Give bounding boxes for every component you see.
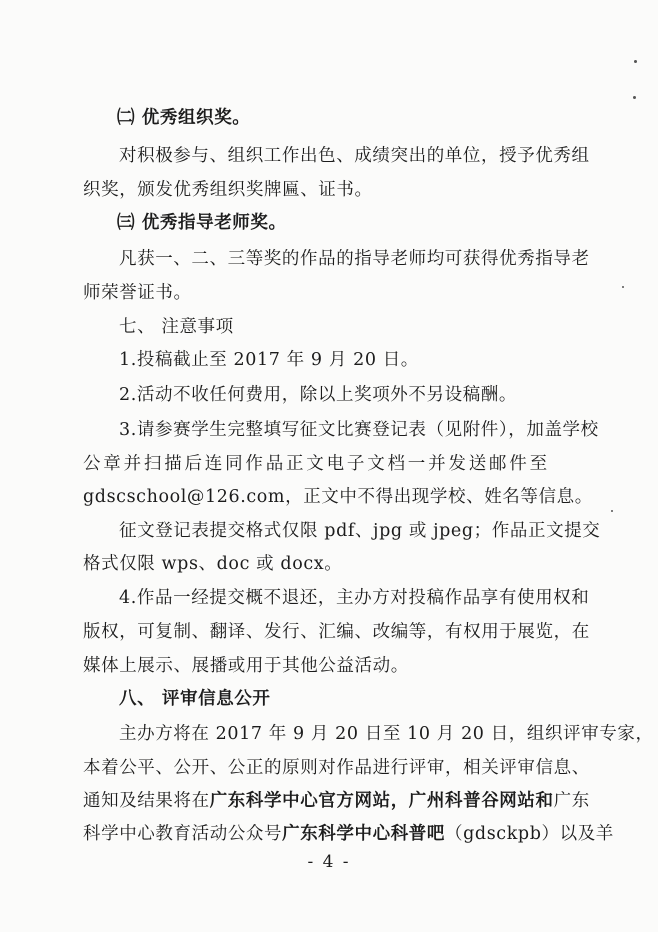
paragraph-line (83, 822, 614, 846)
scan-speck (611, 510, 613, 512)
section-heading-excellent-organization: ㈡ 优秀组织奖。 (117, 108, 251, 128)
note-item-2: 2.活动不收任何费用，除以上奖项外不另设稿酬。 (119, 385, 517, 405)
note-item-4-line: 版权，可复制、翻译、发行、汇编、改编等，有权用于展览，在 (83, 622, 590, 642)
note-item-3-format-line: 格式仅限 wps、doc 或 docx。 (83, 554, 343, 574)
paragraph-line: 织奖，颁发优秀组织奖牌匾、证书。 (83, 180, 373, 200)
scan-speck (622, 286, 624, 288)
note-item-3-format-line: 征文登记表提交格式仅限 pdf、jpg 或 jpeg；作品正文提交 (119, 521, 601, 541)
bold-text-segment: 广东科学中心科普吧 (282, 824, 446, 844)
section-heading-review-info: 八、 评审信息公开 (119, 689, 271, 709)
paragraph-line: 本着公平、公开、公正的原则对作品进行评审，相关评审信息、 (83, 758, 590, 778)
note-item-3-email-line: gdscschool@126.com，正文中不得出现学校、姓名等信息。 (83, 487, 593, 507)
text-segment: 广东 (553, 791, 590, 811)
page-number: - 4 - (307, 852, 351, 872)
paragraph-line: 凡获一、二、三等奖的作品的指导老师均可获得优秀指导老 (119, 249, 590, 269)
paragraph-line: 对积极参与、组织工作出色、成绩突出的单位，授予优秀组 (119, 146, 590, 166)
note-item-4-line: 4.作品一经提交概不退还，主办方对投稿作品享有使用权和 (119, 588, 590, 608)
note-item-3-line: 公章并扫描后连同作品正文电子文档一并发送邮件至 (83, 454, 550, 474)
text-segment: 通知及结果将在 (83, 791, 210, 811)
paragraph-line: 师荣誉证书。 (83, 283, 192, 303)
scan-speck (633, 96, 636, 99)
paragraph-line (83, 789, 590, 813)
paragraph-line: 主办方将在 2017 年 9 月 20 日至 10 月 20 日，组织评审专家， (119, 724, 654, 744)
section-heading-notes: 七、 注意事项 (119, 317, 234, 337)
note-item-1: 1.投稿截止至 2017 年 9 月 20 日。 (119, 350, 419, 370)
text-segment: 科学中心教育活动公众号 (83, 824, 283, 844)
note-item-4-line: 媒体上展示、展播或用于其他公益活动。 (83, 656, 409, 676)
scan-speck (634, 60, 637, 63)
bold-text-segment: 广东科学中心官方网站，广州科普谷网站和 (209, 791, 554, 811)
text-segment: （gdsckpb）以及羊 (445, 824, 614, 844)
section-heading-excellent-teacher: ㈢ 优秀指导老师奖。 (117, 213, 287, 233)
note-item-3-line: 3.请参赛学生完整填写征文比赛登记表（见附件），加盖学校 (119, 420, 599, 440)
